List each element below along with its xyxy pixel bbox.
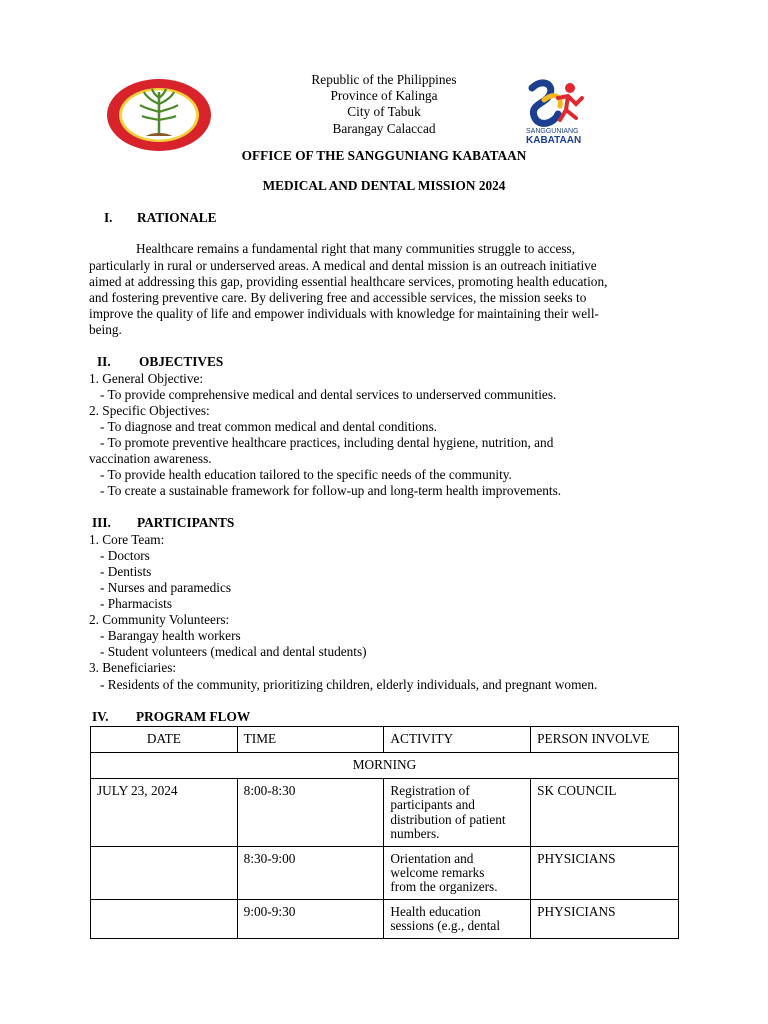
section-3-title: PARTICIPANTS (137, 515, 235, 530)
header-time: TIME (237, 727, 384, 753)
beneficiaries-label: 3. Beneficiaries: (89, 660, 177, 675)
sk-logo-caption-line2: KABATAAN (526, 135, 582, 146)
row-time: 8:30-9:00 (237, 846, 384, 899)
section-3-number: III. (92, 515, 111, 530)
sk-logo-caption-line1: SANGGUNIANG (526, 128, 579, 135)
row-time: 8:00-8:30 (237, 779, 384, 847)
section-1-number: I. (104, 210, 113, 225)
rationale-line-4: and fostering preventive care. By delivering free and accessible services, the mission seeks to (89, 290, 587, 305)
office-title: OFFICE OF THE SANGGUNIANG KABATAAN (241, 148, 527, 163)
row-person: PHYSICIANS (531, 899, 679, 938)
rationale-line-5: improve the quality of life and empower individuals with knowledge for maintaining their well- (89, 306, 599, 321)
row-activity: Registration of participants and distribution of patient numbers. (384, 779, 531, 847)
letterhead-line-4: Barangay Calaccad (332, 120, 436, 136)
table-row (91, 899, 679, 938)
table-row (91, 779, 679, 847)
rationale-line-2: particularly in rural or underserved areas. A medical and dental mission is an outreach initiative (89, 258, 597, 273)
row-time: 9:00-9:30 (237, 899, 384, 938)
specific-objective-item: - To create a sustainable framework for follow-up and long-term health improvements. (100, 483, 562, 498)
session-row (91, 753, 679, 779)
rationale-line-1: Healthcare remains a fundamental right that many communities struggle to access, (136, 241, 576, 256)
section-2-number: II. (97, 354, 111, 369)
row-activity: Orientation and welcome remarks from the organizers. (384, 846, 531, 899)
barangay-calaccad-seal-logo (106, 78, 212, 152)
core-team-item: - Pharmacists (100, 596, 173, 611)
row-date: JULY 23, 2024 (91, 779, 238, 847)
header-activity: ACTIVITY (384, 727, 531, 753)
header-person-involve: PERSON INVOLVE (531, 727, 679, 753)
community-volunteer-item: - Barangay health workers (100, 628, 241, 643)
community-volunteer-item: - Student volunteers (medical and dental students) (100, 644, 367, 659)
section-4-number: IV. (92, 709, 109, 724)
document-title: MEDICAL AND DENTAL MISSION 2024 (262, 178, 506, 193)
header-date: DATE (91, 727, 238, 753)
core-team-label: 1. Core Team: (89, 532, 165, 547)
beneficiaries-item: - Residents of the community, prioritizing children, elderly individuals, and pregnant women. (100, 677, 598, 692)
core-team-item: - Doctors (100, 548, 150, 563)
table-row (91, 846, 679, 899)
rationale-line-3: aimed at addressing this gap, providing essential healthcare services, promoting health education, (89, 274, 608, 289)
row-date (91, 846, 238, 899)
section-1-title: RATIONALE (137, 210, 217, 225)
row-person: SK COUNCIL (531, 779, 679, 847)
core-team-item: - Dentists (100, 564, 152, 579)
general-objective-item: - To provide comprehensive medical and dental services to underserved communities. (100, 387, 557, 402)
session-morning: MORNING (91, 753, 679, 779)
rationale-line-6: being. (89, 322, 122, 337)
letterhead (234, 72, 534, 137)
letterhead-line-2: Province of Kalinga (330, 88, 438, 104)
sk-logo-caption (526, 128, 588, 146)
specific-objective-item-continued: vaccination awareness. (89, 451, 212, 466)
table-header-row (91, 727, 679, 753)
section-4-title: PROGRAM FLOW (136, 709, 251, 724)
specific-objective-item: - To provide health education tailored to the specific needs of the community. (100, 467, 512, 482)
letterhead-line-1: Republic of the Philippines (311, 72, 457, 87)
row-date (91, 899, 238, 938)
section-2-title: OBJECTIVES (139, 354, 224, 369)
specific-objective-item: - To promote preventive healthcare practices, including dental hygiene, nutrition, and (100, 435, 554, 450)
community-volunteers-label: 2. Community Volunteers: (89, 612, 230, 627)
specific-objectives-label: 2. Specific Objectives: (89, 403, 210, 418)
general-objective-label: 1. General Objective: (89, 371, 204, 386)
program-flow-table (90, 726, 679, 939)
row-person: PHYSICIANS (531, 846, 679, 899)
letterhead-line-3: City of Tabuk (347, 104, 421, 120)
row-activity: Health education sessions (e.g., dental (384, 899, 531, 938)
specific-objective-item: - To diagnose and treat common medical and dental conditions. (100, 419, 438, 434)
core-team-item: - Nurses and paramedics (100, 580, 232, 595)
